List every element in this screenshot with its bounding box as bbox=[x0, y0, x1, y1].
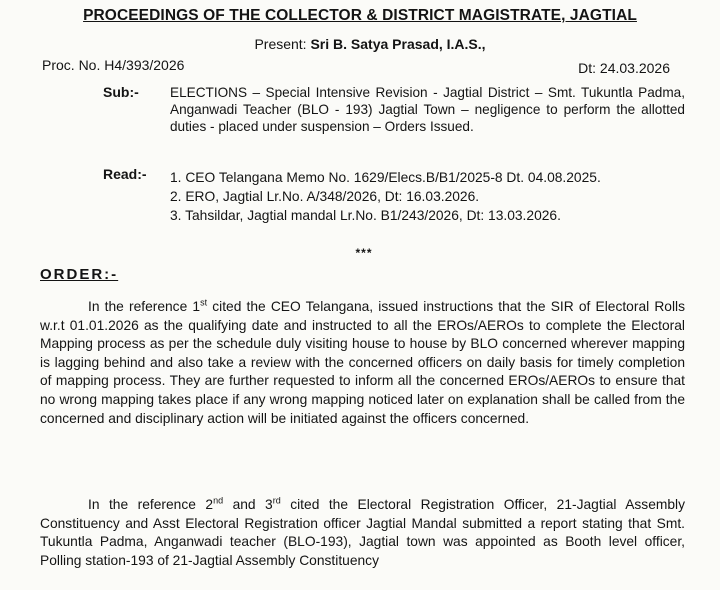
proc-date: Dt: 24.03.2026 bbox=[578, 60, 670, 76]
order-paragraph-1 bbox=[40, 298, 685, 428]
present-name: Sri B. Satya Prasad, I.A.S., bbox=[310, 36, 486, 52]
para1-text: cited the CEO Telangana, issued instructions that the SIR of Electoral Rolls w.r.t 01.01.2026 as the qualifying date and instructed to all the EROs/AEROs to complete the Electoral Mapping process as per the schedule duly visiting house to house by BLO concerned wherever mapping is lagging behind and also take a review with the concerned officers on daily basis for timely completion of mapping process. They are further requested to inform all the concerned EROs/AEROs to ensure that no wrong mapping takes place if any wrong mapping noticed later on explanation shall be called from the concerned and disciplinary action will be initiated against the officers concerned. bbox=[40, 299, 685, 426]
present-line bbox=[0, 36, 720, 52]
read-label: Read:- bbox=[103, 166, 147, 182]
order-heading: ORDER:- bbox=[40, 266, 119, 283]
read-references bbox=[170, 168, 690, 225]
read-item: 2. ERO, Jagtial Lr.No. A/348/2026, Dt: 16.03.2026. bbox=[170, 189, 480, 204]
present-label: Present: bbox=[254, 36, 307, 52]
para2-mid: and 3 bbox=[223, 497, 273, 512]
order-paragraph-2 bbox=[40, 496, 685, 570]
para2-sup-2: rd bbox=[272, 495, 281, 506]
para2-lead: In the reference 2 bbox=[88, 497, 214, 512]
para1-lead: In the reference 1 bbox=[88, 299, 201, 314]
para1-sup: st bbox=[200, 297, 208, 308]
subject-text: ELECTIONS – Special Intensive Revision - Jagtial District – Smt. Tukuntla Padma, Anganwadi Teacher (BLO - 193) Jagtial Town – negligence to perform the allotted duties - placed under suspension – Orders Issued. bbox=[170, 85, 685, 134]
separator: *** bbox=[355, 246, 373, 260]
read-item: 1. CEO Telangana Memo No. 1629/Elecs.B/B1/2025-8 Dt. 04.08.2025. bbox=[170, 170, 601, 185]
subject-label: Sub:- bbox=[103, 84, 139, 100]
read-item: 3. Tahsildar, Jagtial mandal Lr.No. B1/243/2026, Dt: 13.03.2026. bbox=[170, 208, 561, 223]
para2-sup-1: nd bbox=[213, 495, 224, 506]
proc-number: Proc. No. H4/393/2026 bbox=[42, 57, 185, 73]
document-title: PROCEEDINGS OF THE COLLECTOR & DISTRICT MAGISTRATE, JAGTIAL bbox=[83, 7, 637, 24]
para2-text: cited the Electoral Registration Officer, 21-Jagtial Assembly Constituency and Asst Electoral Registration officer Jagtial Mandal submitted a report stating that Smt. Tukuntla Padma, Anganwadi teacher (BLO-193), Jagtial town was appointed as Booth level officer, Polling station-193 of 21-Jagtial Assembly Constituency bbox=[40, 497, 685, 568]
